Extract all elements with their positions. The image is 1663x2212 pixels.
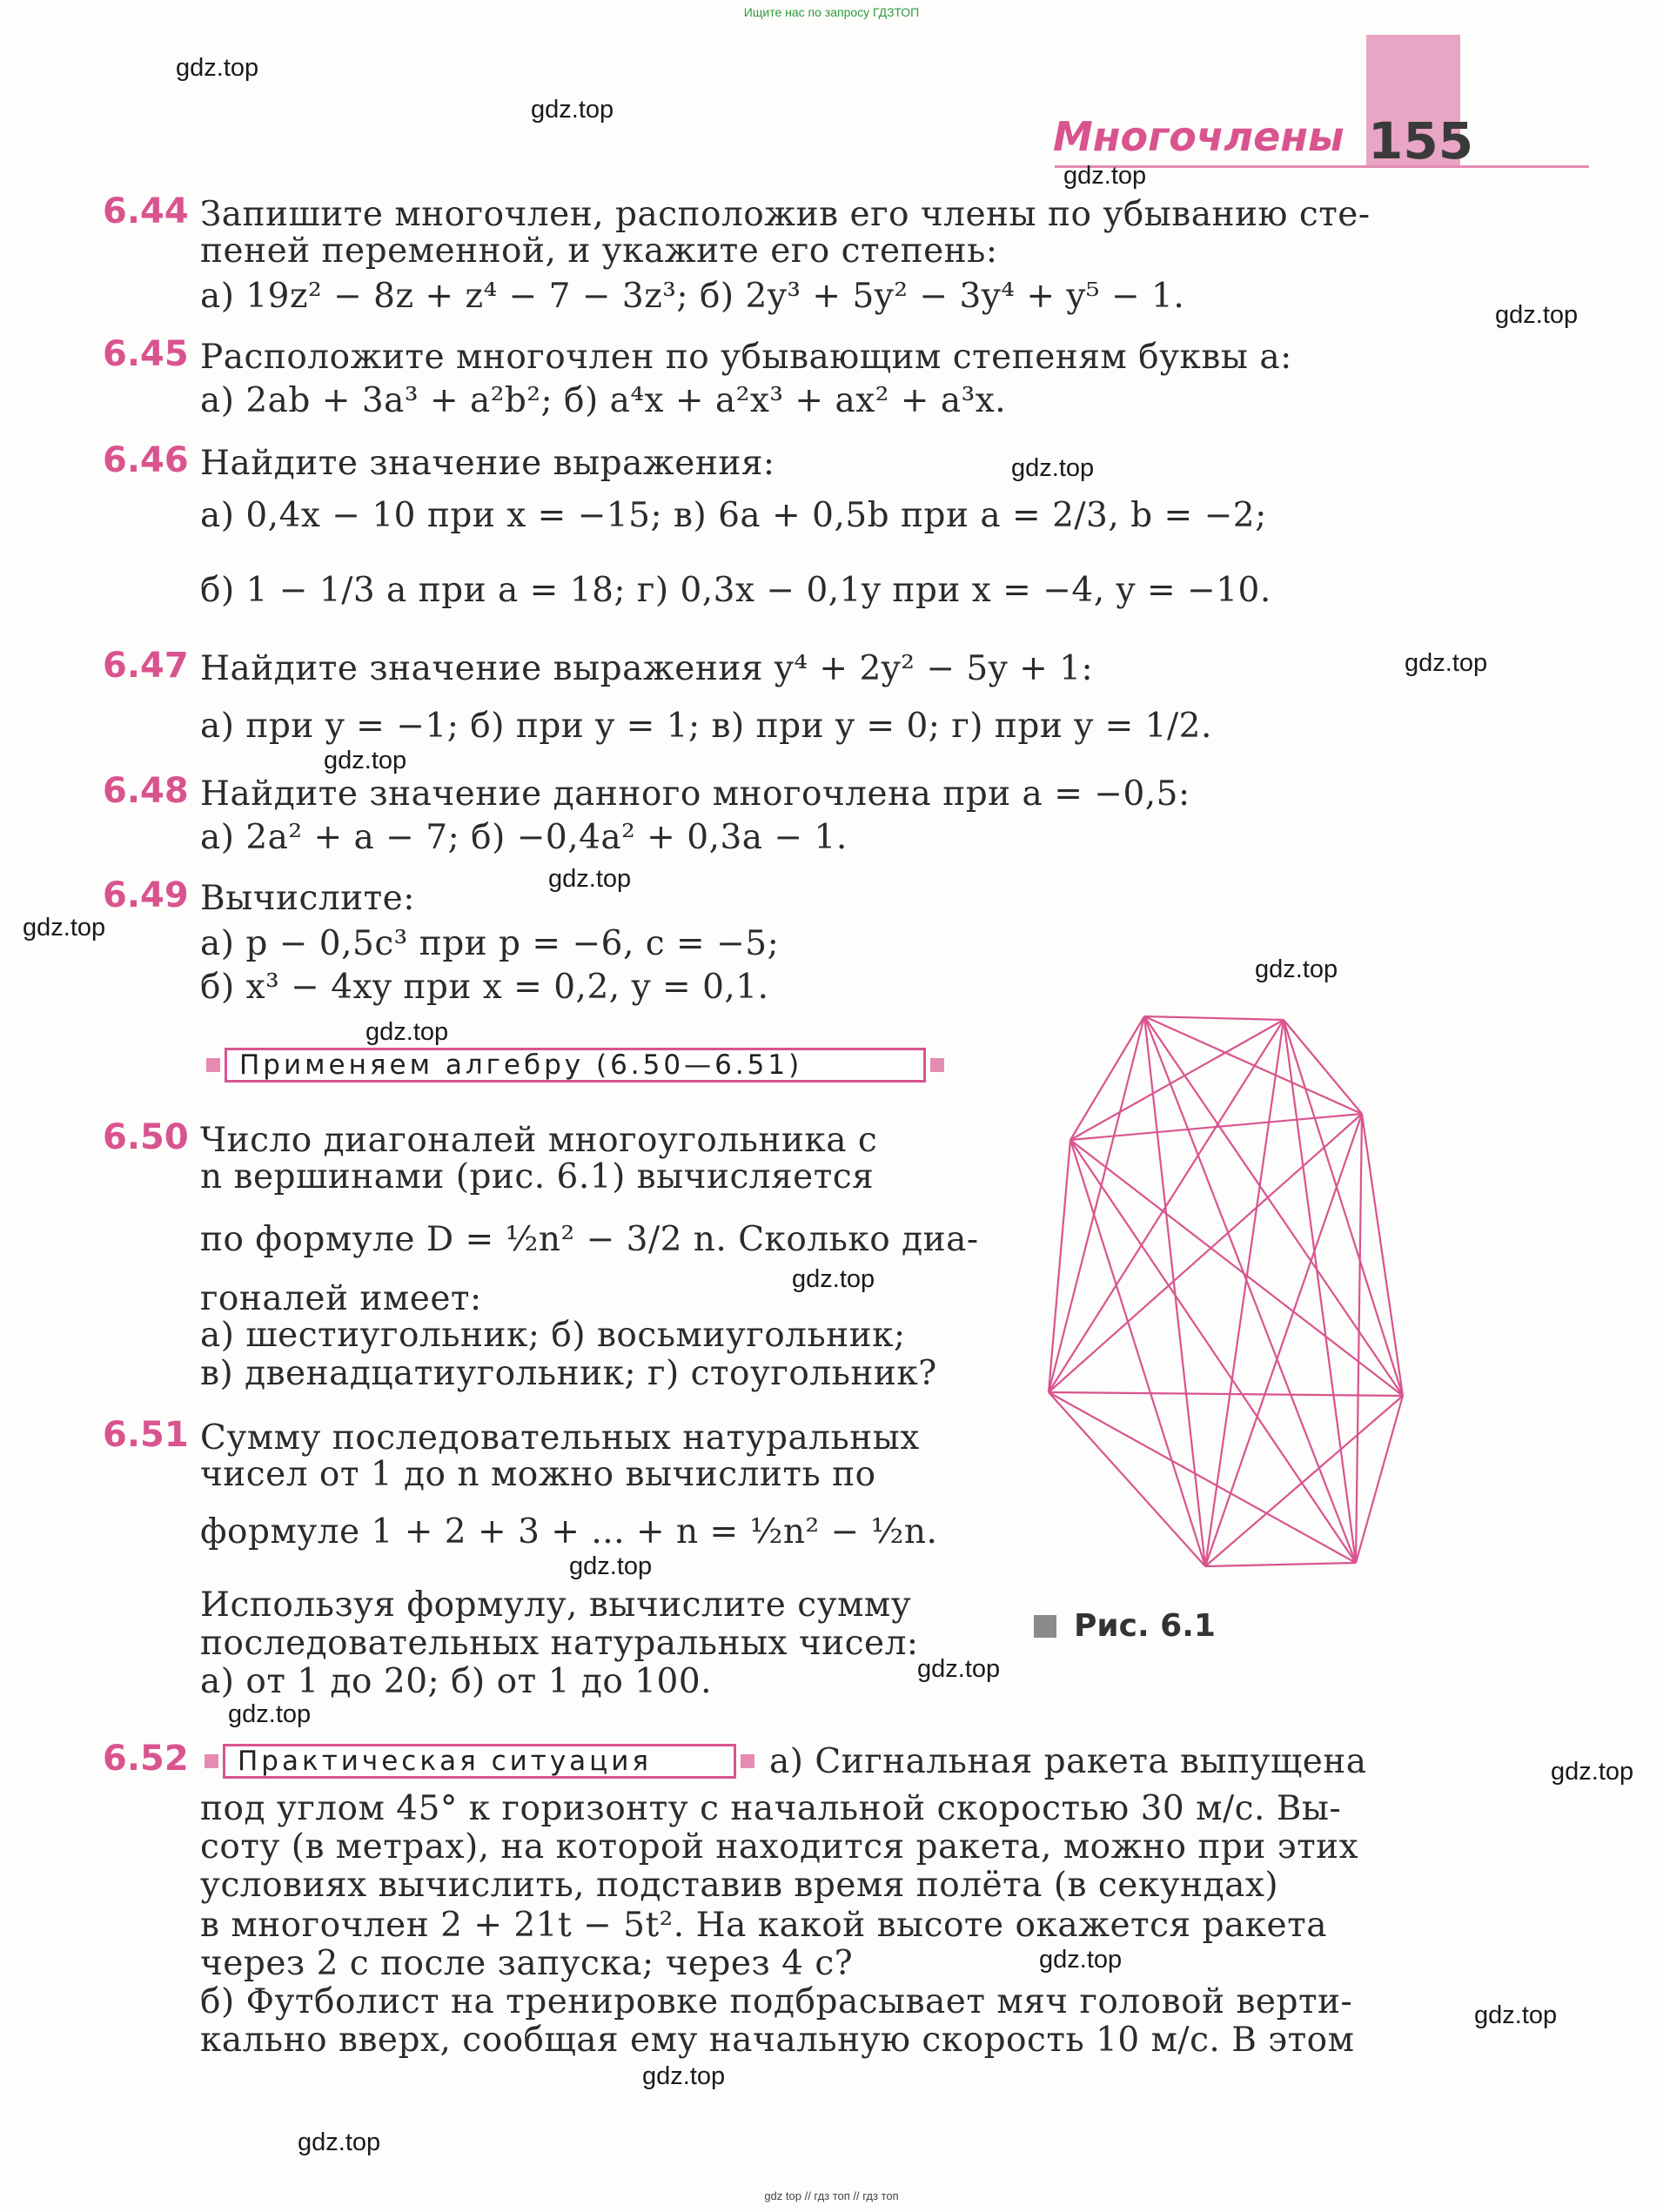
task-text: Число диагоналей многоугольника с	[200, 1121, 878, 1160]
task-text: последовательных натуральных чисел:	[200, 1624, 919, 1663]
polygon-side	[1362, 1114, 1403, 1396]
task-text: а) 2ab + 3a³ + a²b²; б) a⁴x + a²x³ + ax² + a³x.	[200, 381, 1007, 420]
task-text: а) p − 0,5c³ при p = −6, c = −5;	[200, 924, 780, 963]
task-text: гоналей имеет:	[200, 1279, 482, 1318]
watermark: gdz.top	[23, 914, 106, 942]
task-text: чисел от 1 до n можно вычислить по	[200, 1455, 876, 1494]
task-text: формуле 1 + 2 + 3 + ... + n = ½n² − ½n.	[200, 1512, 938, 1552]
task-number: 6.44	[103, 191, 189, 231]
task-number: 6.52	[103, 1739, 189, 1779]
watermark: gdz.top	[1551, 1758, 1634, 1786]
task-text: под углом 45° к горизонту с начальной скоростью 30 м/с. Вы-	[200, 1789, 1342, 1828]
section-banner-practice: Практическая ситуация	[223, 1744, 736, 1779]
polygon-diagonal	[1144, 1016, 1205, 1566]
section-banner-apply: Применяем алгебру (6.50—6.51)	[225, 1048, 926, 1083]
task-text: б) x³ − 4xy при x = 0,2, y = 0,1.	[200, 968, 769, 1007]
task-text: соту (в метрах), на которой находится ракета, можно при этих	[200, 1827, 1359, 1867]
watermark: gdz.top	[792, 1265, 875, 1293]
task-text: кально вверх, сообщая ему начальную скорость 10 м/с. В этом	[200, 2021, 1355, 2060]
task-text: а) шестиугольник; б) восьмиугольник;	[200, 1316, 906, 1355]
task-number: 6.45	[103, 334, 189, 374]
polygon-diagonal	[1070, 1140, 1205, 1566]
task-text: через 2 с после запуска; через 4 с?	[200, 1944, 854, 1983]
watermark: gdz.top	[1063, 162, 1147, 190]
polygon-diagonal	[1284, 1020, 1356, 1563]
chapter-title: Многочлены	[1053, 113, 1344, 160]
task-text: а) при y = −1; б) при y = 1; в) при y = 0; г) при y = 1/2.	[200, 707, 1212, 746]
polygon-diagonal	[1070, 1020, 1284, 1140]
task-text: Расположите многочлен по убывающим степеням буквы a:	[200, 338, 1292, 377]
task-text: условиях вычислить, подставив время полёта (в секундах)	[200, 1866, 1279, 1905]
task-text: Запишите многочлен, расположив его члены по убыванию сте-	[200, 195, 1371, 234]
watermark: gdz.top	[1495, 301, 1579, 329]
polygon-diagonal	[1144, 1016, 1356, 1563]
watermark: gdz.top	[917, 1655, 1001, 1683]
task-text: а) Сигнальная ракета выпущена	[769, 1742, 1367, 1781]
task-text: Найдите значение выражения:	[200, 444, 775, 483]
watermark: gdz.top	[569, 1552, 653, 1580]
polygon-diagonal	[1356, 1114, 1362, 1563]
task-text: n вершинами (рис. 6.1) вычисляется	[200, 1157, 875, 1196]
polygon-diagonal	[1049, 1392, 1403, 1396]
watermark: gdz.top	[1405, 649, 1488, 677]
task-text: Найдите значение данного многочлена при a = −0,5:	[200, 774, 1190, 814]
task-number: 6.51	[103, 1415, 189, 1455]
task-text: в) двенадцатиугольник; г) стоугольник?	[200, 1354, 937, 1393]
polygon-side	[1049, 1392, 1205, 1566]
watermark: gdz.top	[1474, 2001, 1558, 2029]
watermark: gdz.top	[298, 2128, 381, 2156]
task-number: 6.48	[103, 771, 189, 811]
task-text: а) 2a² + a − 7; б) −0,4a² + 0,3a − 1.	[200, 818, 848, 857]
task-number: 6.50	[103, 1117, 189, 1157]
task-text: б) Футболист на тренировке подбрасывает мяч головой верти-	[200, 1982, 1353, 2021]
task-number: 6.49	[103, 875, 189, 915]
caption-marker	[1034, 1615, 1056, 1638]
polygon-diagonals-figure	[1027, 1009, 1427, 1584]
top-note: Ищите нас по запросу ГДЗТОП	[743, 5, 920, 19]
polygon-diagonal	[1284, 1020, 1403, 1396]
polygon-diagonal	[1049, 1020, 1284, 1392]
polygon-side	[1070, 1016, 1144, 1140]
task-text: а) 19z² − 8z + z⁴ − 7 − 3z³; б) 2y³ + 5y² − 3y⁴ + y⁵ − 1.	[200, 277, 1185, 316]
polygon-diagonal	[1049, 1016, 1144, 1392]
footer-note: gdz top // гдз топ // гдз топ	[764, 2189, 899, 2202]
watermark: gdz.top	[1011, 454, 1095, 482]
task-text: Найдите значение выражения y⁴ + 2y² − 5y + 1:	[200, 649, 1094, 688]
task-text: Используя формулу, вычислите сумму	[200, 1585, 912, 1625]
task-text: по формуле D = ½n² − 3/2 n. Сколько диа-	[200, 1220, 979, 1259]
watermark: gdz.top	[365, 1018, 449, 1046]
task-text: а) от 1 до 20; б) от 1 до 100.	[200, 1662, 713, 1701]
watermark: gdz.top	[228, 1700, 312, 1728]
polygon-side	[1356, 1396, 1403, 1563]
polygon-side	[1144, 1016, 1284, 1020]
polygon-side	[1284, 1020, 1362, 1114]
polygon-diagonal	[1205, 1020, 1284, 1566]
watermark: gdz.top	[176, 54, 259, 82]
watermark: gdz.top	[324, 747, 407, 774]
task-text: а) 0,4x − 10 при x = −15; в) 6a + 0,5b при a = 2/3, b = −2;	[200, 496, 1267, 535]
task-number: 6.46	[103, 440, 189, 480]
polygon-diagonal	[1070, 1140, 1403, 1396]
task-text: Вычислите:	[200, 879, 415, 918]
task-text: в многочлен 2 + 21t − 5t². На какой высоте окажется ракета	[200, 1906, 1327, 1945]
polygon-side	[1049, 1140, 1070, 1392]
watermark: gdz.top	[1039, 1946, 1123, 1974]
watermark: gdz.top	[548, 865, 632, 893]
polygon-diagonal	[1070, 1140, 1356, 1563]
task-text: Сумму последовательных натуральных	[200, 1418, 920, 1458]
watermark: gdz.top	[531, 96, 614, 124]
watermark: gdz.top	[1255, 955, 1338, 983]
watermark: gdz.top	[642, 2062, 726, 2090]
polygon-side	[1205, 1563, 1356, 1566]
page-number: 155	[1368, 111, 1474, 171]
task-number: 6.47	[103, 646, 189, 686]
task-text: пеней переменной, и укажите его степень:	[200, 231, 998, 271]
figure-caption: Рис. 6.1	[1074, 1608, 1216, 1644]
task-text: б) 1 − 1/3 a при a = 18; г) 0,3x − 0,1y при x = −4, y = −10.	[200, 571, 1271, 610]
